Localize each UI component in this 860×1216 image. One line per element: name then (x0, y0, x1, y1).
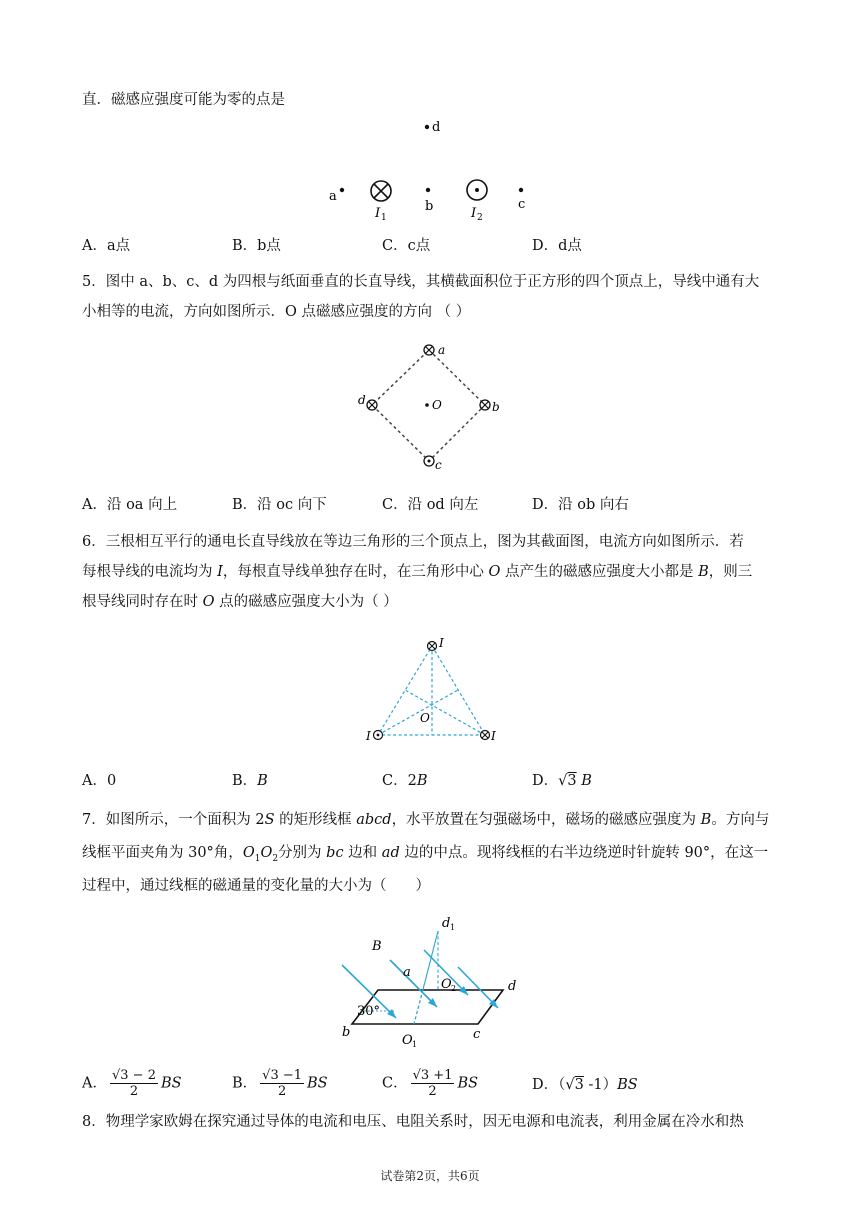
q5-option-b: B．沿 oc 向下 (232, 497, 327, 513)
q5-label-c: c (435, 458, 442, 472)
q5-option-d: D．沿 ob 向右 (532, 497, 629, 513)
q4-label-b: b (425, 199, 434, 214)
q6-option-a: A．0 (82, 773, 117, 789)
q6-line3: 根导线同时存在时 O 点的磁感应强度大小为（ ） (82, 594, 398, 610)
q6-line1: 6．三根相互平行的通电长直导线放在等边三角形的三个顶点上，图为其截面图，电流方向如图所示．若 (82, 534, 744, 550)
q6-label-top: I (439, 636, 444, 650)
q6-wire-top (428, 642, 437, 651)
q4-label-c: c (518, 197, 526, 212)
q6-option-b: B．B (232, 773, 268, 789)
q7-line2: 线框平面夹角为 30°角，$O_1O_2$分别为 bc 边和 ad 边的中点。现将线框的右半边绕逆时针旋转 90°，在这一 (82, 845, 769, 864)
svg-text:1: 1 (412, 1040, 418, 1049)
q7-label-B: B (372, 939, 382, 954)
q4-label-I2: I (471, 206, 477, 221)
q5-option-a: A．沿 oa 向上 (82, 497, 178, 513)
q5-wire-d (367, 400, 377, 410)
q7-option-a: A． $\frac{√3 - 2}{2}$ BS (82, 1068, 182, 1099)
q5-wire-a (424, 345, 434, 355)
q4-option-d: D．d点 (532, 238, 582, 254)
q7-label-d: d (508, 979, 517, 994)
q7-line3: 过程中，通过线框的磁通量的变化量的大小为（ ） (82, 878, 430, 894)
q5-label-O: O (432, 398, 442, 412)
q4-label-d: d (432, 120, 441, 135)
q4-option-b: B．b点 (232, 238, 281, 254)
q5-figure (350, 338, 510, 472)
q5-label-a: a (438, 343, 446, 357)
q6-line2: 每根导线的电流均为 I，每根直导线单独存在时，在三角形中心 O 点产生的磁感应强度大小都是 B，则三 (82, 564, 753, 580)
q7-option-b: B． $\frac{√3 -1}{2}$ BS (232, 1068, 328, 1099)
q7-label-d1: d (442, 916, 451, 931)
q4-option-a: A．a点 (82, 238, 131, 254)
q5-wire-b (480, 400, 490, 410)
svg-text:1: 1 (381, 213, 387, 222)
q7-line1: 7．如图所示，一个面积为 2S 的矩形线框 abcd，水平放置在匀强磁场中，磁场的磁感应强度为 B。方向与 (82, 812, 770, 828)
q7-label-angle: 30° (357, 1004, 381, 1019)
q5-option-c: C．沿 od 向左 (382, 497, 479, 513)
svg-text:2: 2 (451, 984, 457, 993)
q7-option-d: D．（√3 -1）BS (532, 1077, 638, 1093)
q7-figure (330, 910, 530, 1050)
q7-label-b: b (342, 1025, 351, 1040)
q7-label-O2: O (441, 977, 452, 992)
q6-label-right: I (491, 729, 496, 743)
q5-label-d: d (358, 393, 366, 407)
q5-line2: 小相等的电流，方向如图所示．O 点磁感应强度的方向 （ ） (82, 304, 471, 320)
q7-label-c: c (473, 1027, 481, 1042)
q4-figure (320, 112, 550, 222)
q6-wire-left (374, 731, 383, 740)
q6-option-c: C．2B (382, 773, 428, 789)
q7-option-c: C． $\frac{√3 +1}{2}$ BS (382, 1068, 479, 1099)
q5-label-b: b (492, 400, 500, 414)
q6-label-O: O (420, 711, 430, 725)
q5-line1: 5．图中 a、b、c、d 为四根与纸面垂直的长直导线，其横截面积位于正方形的四个顶点上，导线中通有大 (82, 274, 760, 290)
q6-label-left: I (366, 729, 371, 743)
q6-figure (360, 628, 510, 748)
svg-text:2: 2 (477, 213, 483, 222)
q7-label-a: a (403, 965, 411, 980)
q4-label-I1: I (375, 206, 381, 221)
page-footer: 试卷第2页，共6页 (380, 1169, 480, 1183)
q5-wire-c (424, 456, 434, 466)
q4-line1: 直．磁感应强度可能为零的点是 (82, 92, 285, 108)
q8-line1: 8．物理学家欧姆在探究通过导体的电流和电压、电阻关系时，因无电源和电流表，利用金属在冷水和热 (82, 1114, 744, 1130)
q6-option-d: D．√3 B (532, 773, 592, 789)
q7-label-O1: O (402, 1033, 413, 1048)
q6-wire-right (481, 731, 490, 740)
q4-label-a: a (329, 189, 337, 204)
q4-option-c: C．c点 (382, 238, 431, 254)
svg-text:1: 1 (450, 923, 456, 932)
